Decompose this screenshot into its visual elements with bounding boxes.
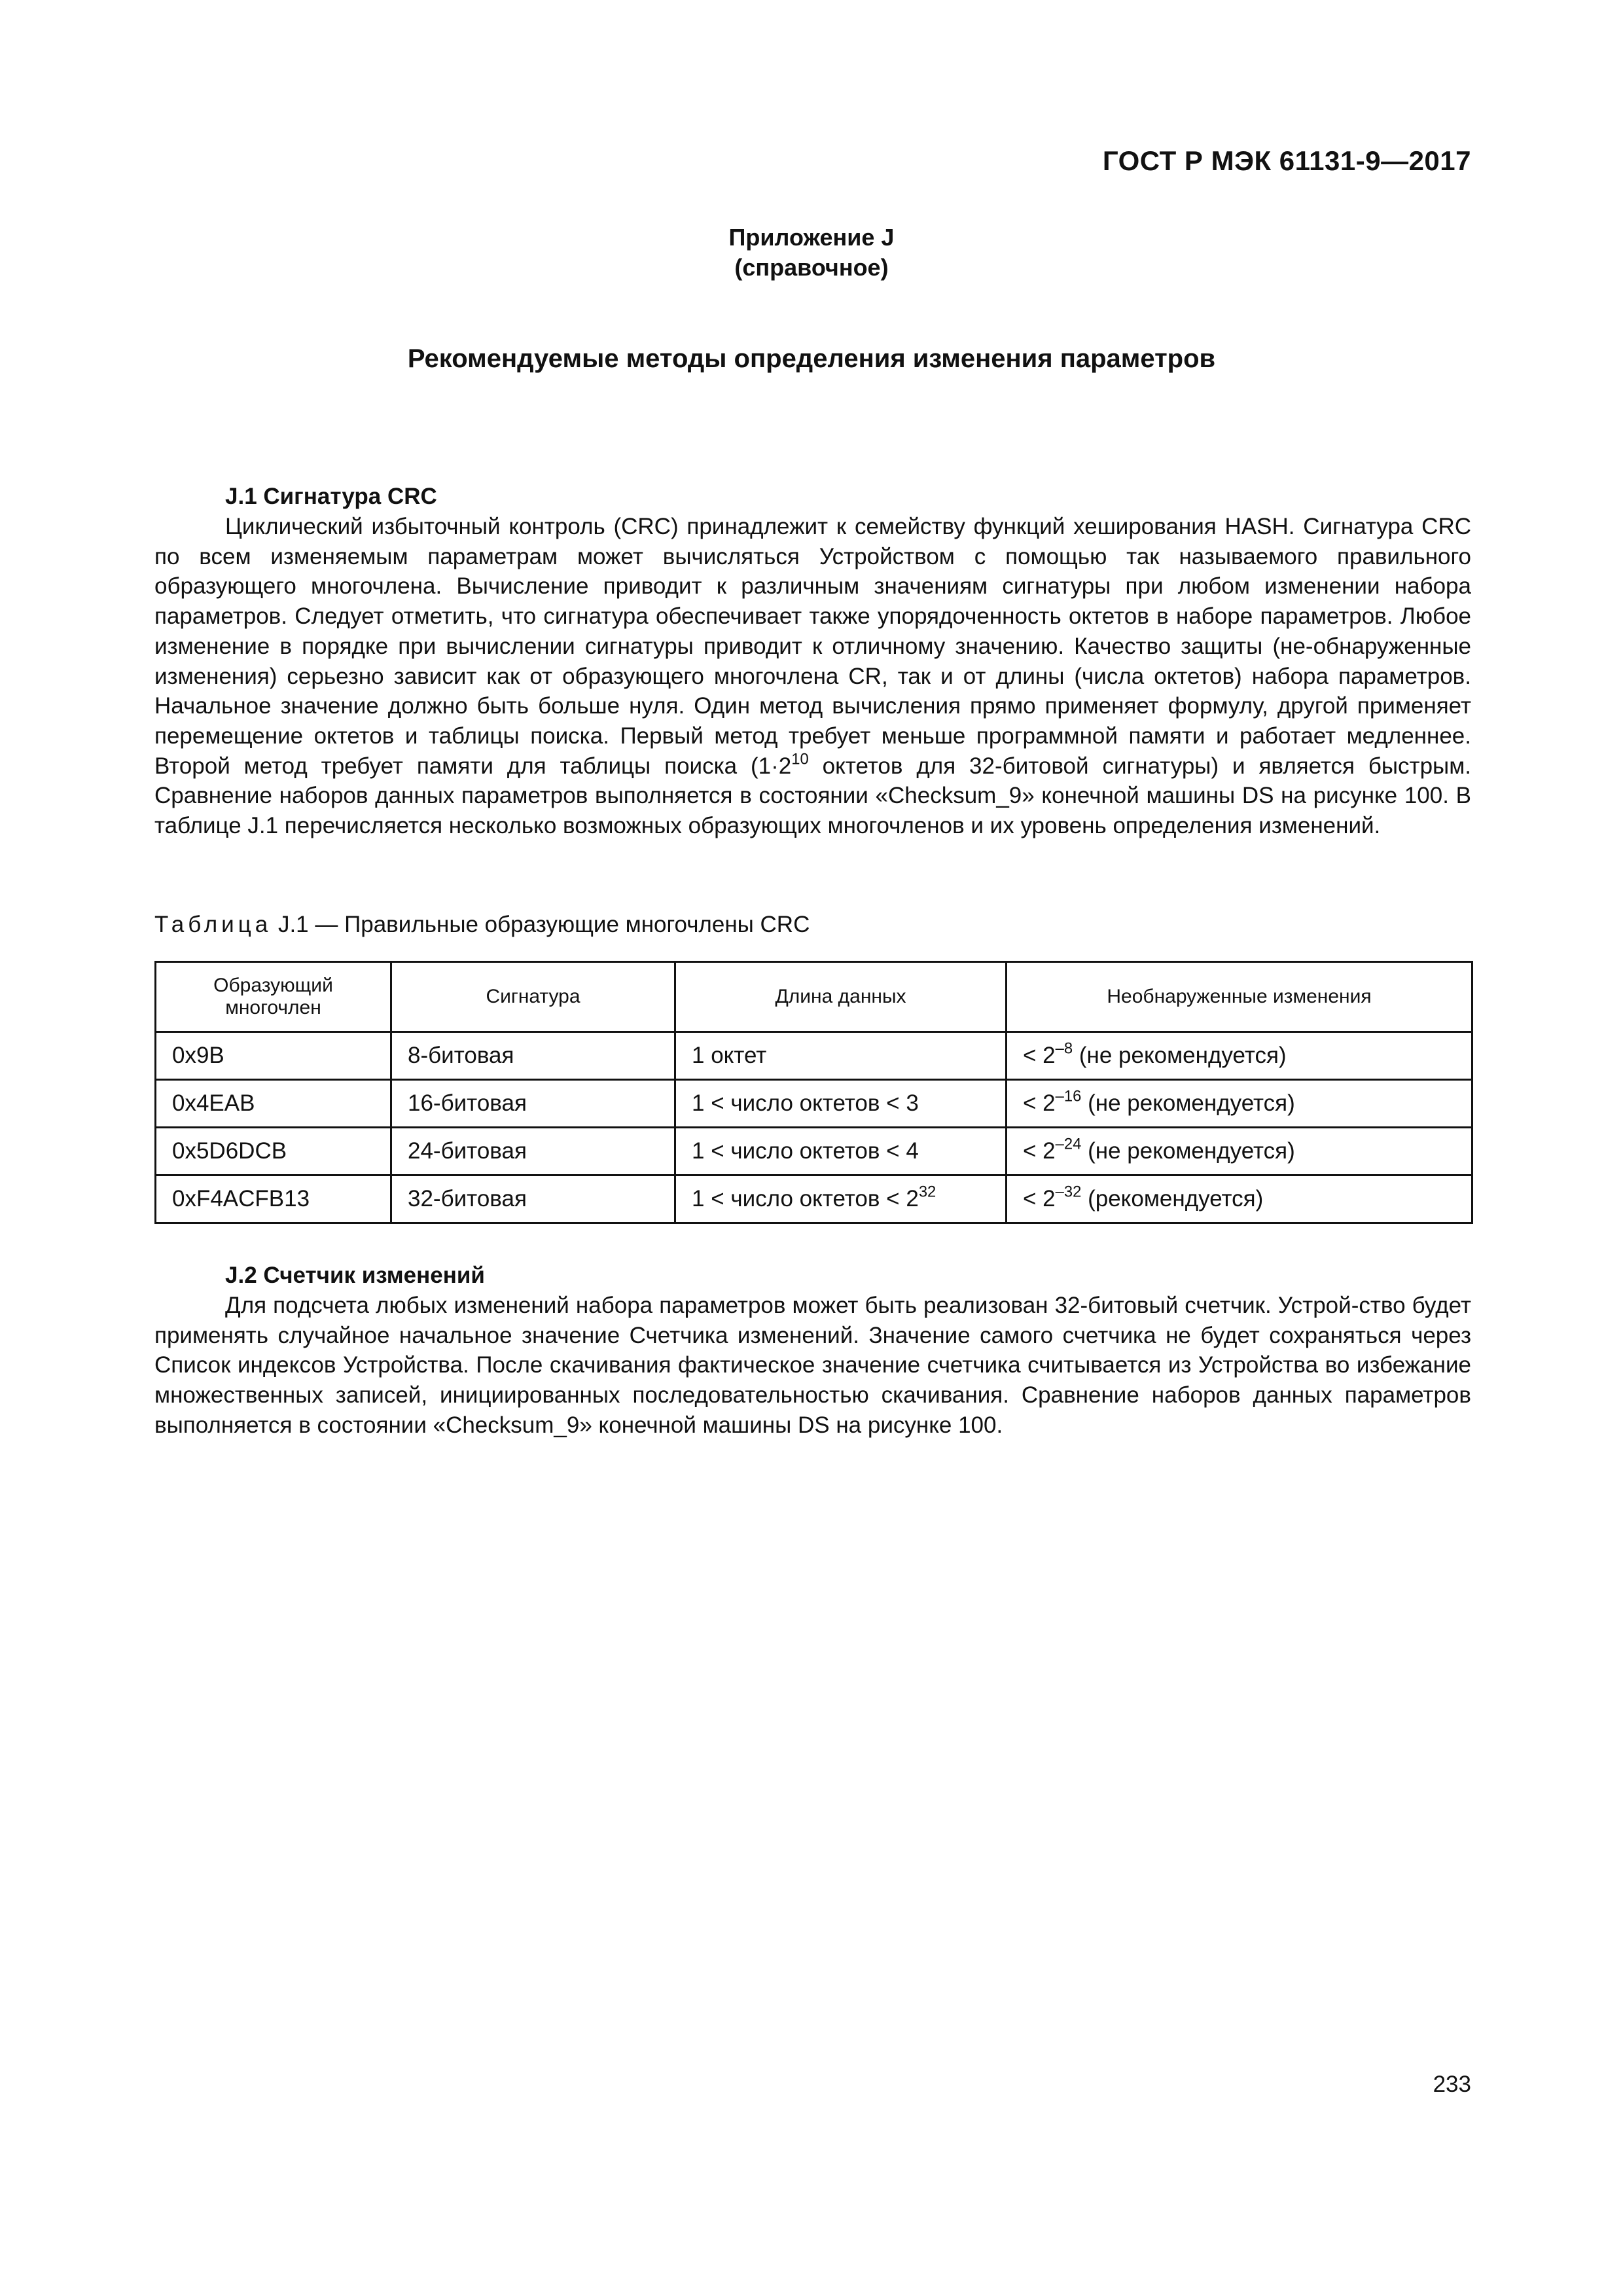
header-signature: Сигнатура [391, 962, 675, 1032]
table-caption-word: Таблица [154, 912, 272, 937]
table-row [156, 1032, 1472, 1080]
annex-heading [0, 223, 1623, 283]
document-code: ГОСТ Р МЭК 61131-9—2017 [1102, 145, 1471, 176]
section-j2-heading: J.2 Счетчик изменений [225, 1263, 485, 1288]
cell-data-length: 1 < число октетов < 4 [675, 1128, 1007, 1175]
section-j1 [154, 482, 1471, 841]
cell-data-length: 1 < число октетов < $2^{32}$ [675, 1175, 1007, 1223]
table-row [156, 1128, 1472, 1175]
table-caption [154, 912, 810, 938]
header-data-length: Длина данных [675, 962, 1007, 1032]
section-j1-paragraph [154, 512, 1471, 841]
table-caption-text: J.1 — Правильные образующие многочлены CRC [272, 912, 810, 937]
cell-undetected: < $2^{-16}$ (не рекомендуется) [1007, 1080, 1472, 1128]
cell-data-length: 1 октет [675, 1032, 1007, 1080]
page-title: Рекомендуемые методы определения изменения параметров [407, 344, 1216, 373]
cell-polynomial: 0x5D6DCB [156, 1128, 391, 1175]
section-j1-text-a: Циклический избыточный контроль (CRC) принадлежит к семейству функций хеширования HASH. Сигнатура CRC по всем изменяемым параметрам может вычисляться Устройством с помощью так называемого правильного образующего многочлена. Вычисление приводит к различным значениям сигнатуры при любом изменении набора параметров. Следует отметить, что сигнатура обеспечивает также упорядоченность октетов в наборе параметров. Любое изменение в порядке при вычислении сигнатуры приводит к отличному значению. Качество защиты (не-обнаруженные изменения) серьезно зависит как от образующего многочлена CR, так и от длины (числа октетов) набора параметров. Начальное значение должно быть больше нуля. Один метод вычисления прямо применяет формулу, другой применяет перемещение октетов и таблицы поиска. Первый метод требует меньше программной памяти и работает медленнее. Второй метод требует памяти для таблицы поиска (1·2 [154, 514, 1471, 779]
table-row [156, 1080, 1472, 1128]
section-j2 [154, 1261, 1471, 1441]
crc-polynomial-table [154, 961, 1473, 1224]
cell-signature: 32-битовая [391, 1175, 675, 1223]
cell-signature: 24-битовая [391, 1128, 675, 1175]
cell-polynomial: 0xF4ACFB13 [156, 1175, 391, 1223]
cell-polynomial: 0x4EAB [156, 1080, 391, 1128]
section-j1-exponent: 10 [791, 749, 809, 768]
cell-undetected: < $2^{-24}$ (не рекомендуется) [1007, 1128, 1472, 1175]
section-j1-text-b: октетов для 32-битовой сигнатуры) и является быстрым. Сравнение наборов данных параметров выполняется в состоянии «Checksum_9» конечной машины DS на рисунке 100. В таблице J.1 перечисляется несколько возможных образующих многочленов и их уровень определения изменений. [154, 753, 1471, 839]
cell-signature: 8-битовая [391, 1032, 675, 1080]
cell-data-length: 1 < число октетов < 3 [675, 1080, 1007, 1128]
page-number: 233 [1433, 2072, 1471, 2097]
annex-status: (справочное) [734, 254, 889, 281]
cell-undetected: < $2^{-32}$ (рекомендуется) [1007, 1175, 1472, 1223]
section-j2-paragraph: Для подсчета любых изменений набора параметров может быть реализован 32-битовый счетчик. Устрой-ство будет применять случайное начальное значение Счетчика изменений. Значение самого счетчика не будет сохраняться через Список индексов Устройства. После скачивания фактическое значение счетчика считывается из Устройства во избежание множественных записей, инициированных последовательностью скачивания. Сравнение наборов данных параметров выполняется в состоянии «Checksum_9» конечной машины DS на рисунке 100. [154, 1293, 1471, 1438]
annex-title: Приложение J [728, 224, 895, 251]
cell-signature: 16-битовая [391, 1080, 675, 1128]
header-undetected: Необнаруженные изменения [1007, 962, 1472, 1032]
cell-polynomial: 0x9B [156, 1032, 391, 1080]
header-polynomial: Образующий многочлен [156, 962, 391, 1032]
table-row [156, 1175, 1472, 1223]
table-header-row [156, 962, 1472, 1032]
section-j1-heading: J.1 Сигнатура CRC [225, 484, 437, 509]
cell-undetected: < $2^{-8}$ (не рекомендуется) [1007, 1032, 1472, 1080]
